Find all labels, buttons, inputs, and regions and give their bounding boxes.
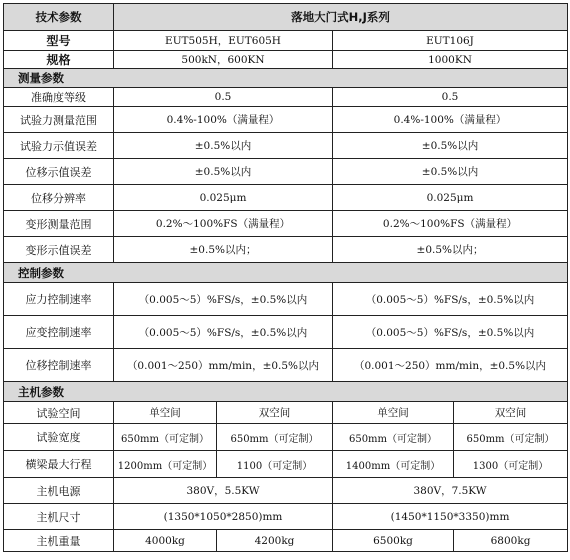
- width-h-double: 650mm（可定制）: [217, 424, 333, 451]
- weight-j-single: 6500kg: [333, 530, 454, 552]
- row-h-value: （0.005～5）%FS/s，±0.5%以内: [114, 283, 333, 316]
- row-j-value: ±0.5%以内: [333, 133, 568, 159]
- power-j-value: 380V，7.5KW: [333, 478, 568, 504]
- row-h-value: （0.001～250）mm/min，±0.5%以内: [114, 349, 333, 382]
- space-h-single: 单空间: [114, 402, 217, 424]
- weight-h-single: 4000kg: [114, 530, 217, 552]
- row-h-value: 0.4%-100%（满量程）: [114, 107, 333, 133]
- row-label: 位移控制速率: [4, 349, 114, 382]
- table-row: [4, 107, 568, 133]
- space-label: 试验空间: [4, 402, 114, 424]
- space-j-single: 单空间: [333, 402, 454, 424]
- model-h-values: EUT505H，EUT605H: [114, 31, 333, 51]
- space-h-double: 双空间: [217, 402, 333, 424]
- spec-label: 规格: [4, 51, 114, 69]
- stroke-label: 横梁最大行程: [4, 451, 114, 478]
- size-h-value: (1350*1050*2850)mm: [114, 504, 333, 530]
- row-label: 准确度等级: [4, 88, 114, 107]
- row-label: 应力控制速率: [4, 283, 114, 316]
- row-j-value: 0.4%-100%（满量程）: [333, 107, 568, 133]
- weight-j-double: 6800kg: [454, 530, 568, 552]
- row-h-value: ±0.5%以内: [114, 133, 333, 159]
- table-row: [4, 211, 568, 237]
- table-row: [4, 402, 568, 424]
- model-label: 型号: [4, 31, 114, 51]
- table-row: [4, 478, 568, 504]
- row-h-value: 0.5: [114, 88, 333, 107]
- param-header-cell: 技术参数: [4, 4, 114, 31]
- table-row: [4, 88, 568, 107]
- row-j-value: （0.005～5）%FS/s，±0.5%以内: [333, 316, 568, 349]
- control-section-title: 控制参数: [4, 263, 568, 283]
- row-h-value: ±0.5%以内；: [114, 237, 333, 263]
- row-j-value: 0.2%～100%FS（满量程）: [333, 211, 568, 237]
- row-label: 应变控制速率: [4, 316, 114, 349]
- stroke-h-single: 1200mm（可定制）: [114, 451, 217, 478]
- power-label: 主机电源: [4, 478, 114, 504]
- table-row: [4, 349, 568, 382]
- table-row: [4, 159, 568, 185]
- row-j-value: 0.5: [333, 88, 568, 107]
- row-j-value: （0.005～5）%FS/s，±0.5%以内: [333, 283, 568, 316]
- width-h-single: 650mm（可定制）: [114, 424, 217, 451]
- table-row: [4, 424, 568, 451]
- stroke-j-double: 1300（可定制）: [454, 451, 568, 478]
- table-row: [4, 237, 568, 263]
- row-j-value: 0.025μm: [333, 185, 568, 211]
- row-label: 位移示值误差: [4, 159, 114, 185]
- table-row: [4, 133, 568, 159]
- size-j-value: (1450*1150*3350)mm: [333, 504, 568, 530]
- row-label: 试验力示值误差: [4, 133, 114, 159]
- spec-table: [3, 3, 568, 552]
- width-label: 试验宽度: [4, 424, 114, 451]
- table-row: [4, 530, 568, 552]
- stroke-h-double: 1100（可定制）: [217, 451, 333, 478]
- row-h-value: 0.2%～100%FS（满量程）: [114, 211, 333, 237]
- spec-j-values: 1000KN: [333, 51, 568, 69]
- table-row: [4, 185, 568, 211]
- row-j-value: （0.001～250）mm/min，±0.5%以内: [333, 349, 568, 382]
- weight-h-double: 4200kg: [217, 530, 333, 552]
- row-label: 位移分辨率: [4, 185, 114, 211]
- table-row: [4, 316, 568, 349]
- table-row: [4, 283, 568, 316]
- space-j-double: 双空间: [454, 402, 568, 424]
- row-label: 试验力测量范围: [4, 107, 114, 133]
- power-h-value: 380V，5.5KW: [114, 478, 333, 504]
- size-label: 主机尺寸: [4, 504, 114, 530]
- width-j-single: 650mm（可定制）: [333, 424, 454, 451]
- table-row: [4, 451, 568, 478]
- row-label: 变形示值误差: [4, 237, 114, 263]
- row-label: 变形测量范围: [4, 211, 114, 237]
- weight-label: 主机重量: [4, 530, 114, 552]
- model-j-values: EUT106J: [333, 31, 568, 51]
- row-h-value: （0.005～5）%FS/s，±0.5%以内: [114, 316, 333, 349]
- stroke-j-single: 1400mm（可定制）: [333, 451, 454, 478]
- row-h-value: 0.025μm: [114, 185, 333, 211]
- row-j-value: ±0.5%以内: [333, 159, 568, 185]
- spec-h-values: 500kN，600KN: [114, 51, 333, 69]
- main-section-title: 主机参数: [4, 382, 568, 402]
- row-h-value: ±0.5%以内: [114, 159, 333, 185]
- row-j-value: ±0.5%以内；: [333, 237, 568, 263]
- width-j-double: 650mm（可定制）: [454, 424, 568, 451]
- series-title: 落地大门式H,J系列: [114, 4, 568, 31]
- table-row: [4, 504, 568, 530]
- measurement-section-title: 测量参数: [4, 69, 568, 88]
